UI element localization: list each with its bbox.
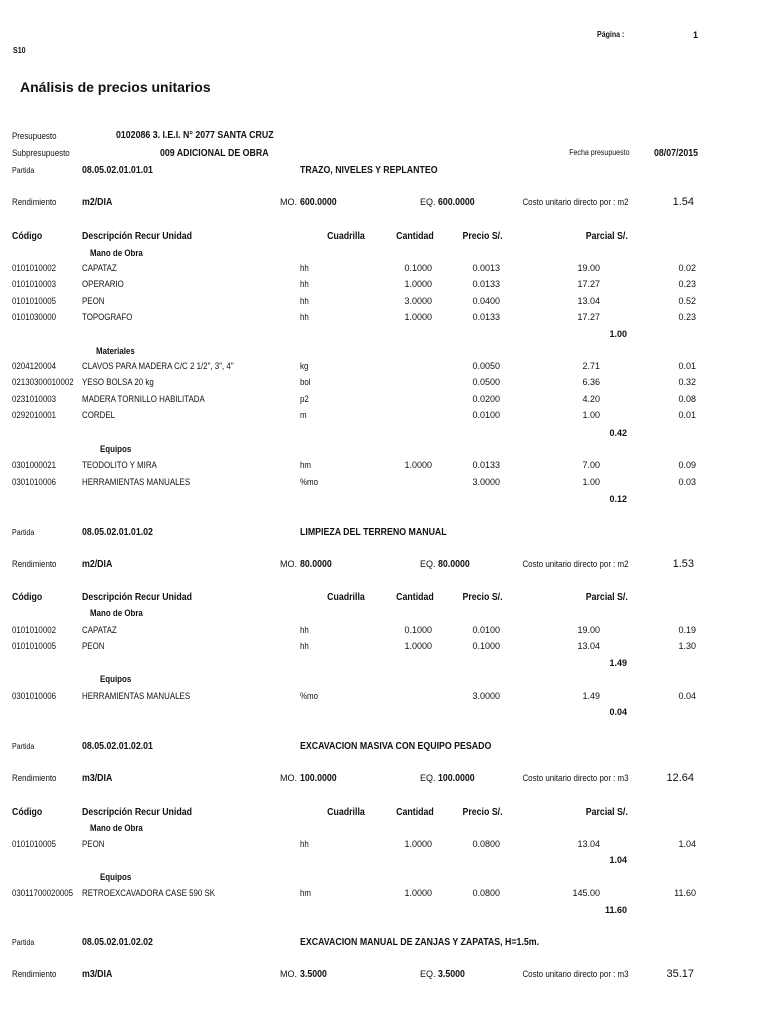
item-cantidad: 3.0000	[472, 691, 500, 701]
rendimiento-unit: m3/DIA	[82, 969, 113, 980]
item-cuadrilla: 3.0000	[404, 296, 432, 306]
column-descripcion: Descripción Recur Unidad	[82, 592, 193, 603]
item-unit: p2	[300, 394, 309, 404]
column-precio: Precio S/.	[462, 231, 503, 242]
item-description: TOPOGRAFO	[82, 312, 133, 322]
item-precio: 145.00	[572, 888, 600, 898]
item-description: YESO BOLSA 20 kg	[82, 377, 154, 387]
item-unit: hh	[300, 279, 309, 289]
item-parcial: 0.04	[678, 691, 696, 701]
item-unit: hh	[300, 312, 309, 322]
item-description: CAPATAZ	[82, 625, 117, 635]
partida-label: Partida	[12, 742, 35, 751]
column-precio: Precio S/.	[462, 807, 503, 818]
item-cantidad: 0.0133	[472, 460, 500, 470]
costo-unitario-value: 35.17	[666, 968, 694, 980]
eq-label: EQ.	[420, 559, 436, 569]
item-cantidad: 0.0400	[472, 296, 500, 306]
partida-name: LIMPIEZA DEL TERRENO MANUAL	[300, 527, 447, 538]
column-cantidad: Cantidad	[396, 807, 434, 818]
mo-value: 600.0000	[300, 197, 337, 208]
column-parcial: Parcial S/.	[585, 592, 628, 603]
eq-value: 3.5000	[438, 969, 465, 980]
item-parcial: 0.52	[678, 296, 696, 306]
item-cantidad: 0.0133	[472, 279, 500, 289]
item-cantidad: 0.0800	[472, 839, 500, 849]
item-parcial: 1.30	[678, 641, 696, 651]
page-number: 1	[692, 30, 698, 40]
item-precio: 13.04	[577, 296, 600, 306]
item-parcial: 1.04	[678, 839, 696, 849]
costo-unitario-label: Costo unitario directo por : m3	[522, 969, 629, 979]
item-description: MADERA TORNILLO HABILITADA	[82, 394, 205, 404]
item-parcial: 0.32	[678, 377, 696, 387]
eq-value: 80.0000	[438, 559, 470, 570]
item-parcial: 0.08	[678, 394, 696, 404]
item-unit: %mo	[300, 691, 319, 701]
mo-label: MO.	[280, 197, 297, 207]
item-unit: bol	[300, 377, 311, 387]
eq-label: EQ.	[420, 197, 436, 207]
partida-name: EXCAVACION MANUAL DE ZANJAS Y ZAPATAS, H=1.5m.	[300, 937, 540, 948]
item-cuadrilla: 0.1000	[404, 625, 432, 635]
item-cuadrilla: 1.0000	[404, 641, 432, 651]
group-name: Materiales	[96, 346, 135, 356]
partida-label: Partida	[12, 528, 35, 537]
column-parcial: Parcial S/.	[585, 231, 628, 242]
rendimiento-unit: m2/DIA	[82, 197, 113, 208]
item-cuadrilla: 1.0000	[404, 888, 432, 898]
page-label: Página :	[596, 30, 625, 39]
item-unit: hh	[300, 839, 309, 849]
group-name: Mano de Obra	[90, 608, 143, 618]
item-code: 02130300010002	[12, 377, 74, 387]
column-codigo: Código	[12, 592, 43, 603]
item-precio: 1.00	[582, 477, 600, 487]
subpresupuesto-label: Subpresupuesto	[12, 148, 70, 158]
item-parcial: 11.60	[674, 888, 696, 898]
column-parcial: Parcial S/.	[585, 807, 628, 818]
item-unit: hm	[300, 888, 312, 898]
item-code: 0301000021	[12, 460, 57, 470]
item-precio: 19.00	[577, 625, 600, 635]
partida-code: 08.05.02.01.01.01	[82, 165, 153, 176]
item-cantidad: 0.0800	[472, 888, 500, 898]
mo-value: 80.0000	[300, 559, 332, 570]
costo-unitario-value: 1.53	[672, 558, 694, 570]
item-parcial: 0.23	[678, 312, 696, 322]
item-code: 0101010005	[12, 641, 57, 651]
item-unit: hh	[300, 625, 309, 635]
item-cantidad: 3.0000	[472, 477, 500, 487]
item-unit: %mo	[300, 477, 319, 487]
item-cuadrilla: 1.0000	[404, 279, 432, 289]
item-description: TEODOLITO Y MIRA	[82, 460, 157, 470]
eq-label: EQ.	[420, 969, 436, 979]
column-codigo: Código	[12, 231, 43, 242]
item-code: 0101010002	[12, 625, 57, 635]
rendimiento-label: Rendimiento	[12, 969, 57, 979]
eq-value: 100.0000	[438, 773, 475, 784]
item-description: HERRAMIENTAS MANUALES	[82, 691, 191, 701]
item-precio: 1.00	[582, 410, 600, 420]
partida-code: 08.05.02.01.01.02	[82, 527, 153, 538]
column-codigo: Código	[12, 807, 43, 818]
presupuesto-value: 0102086 3. I.E.I. N° 2077 SANTA CRUZ	[116, 130, 274, 141]
item-description: RETROEXCAVADORA CASE 590 SK	[82, 888, 216, 898]
item-cantidad: 0.0200	[472, 394, 500, 404]
item-code: 0231010003	[12, 394, 57, 404]
item-description: PEON	[82, 641, 105, 651]
partida-code: 08.05.02.01.02.02	[82, 937, 153, 948]
rendimiento-unit: m2/DIA	[82, 559, 113, 570]
item-code: 0101010005	[12, 296, 57, 306]
item-cantidad: 0.0133	[472, 312, 500, 322]
item-parcial: 0.01	[678, 410, 696, 420]
column-precio: Precio S/.	[462, 592, 503, 603]
item-code: 0301010006	[12, 691, 57, 701]
item-precio: 13.04	[577, 839, 600, 849]
item-precio: 2.71	[582, 361, 600, 371]
presupuesto-label: Presupuesto	[12, 131, 57, 141]
document-title: Análisis de precios unitarios	[20, 79, 211, 95]
item-unit: hh	[300, 641, 309, 651]
item-cantidad: 0.0100	[472, 410, 500, 420]
item-unit: hh	[300, 296, 309, 306]
partida-code: 08.05.02.01.02.01	[82, 741, 153, 752]
group-subtotal: 1.00	[609, 329, 627, 339]
group-name: Mano de Obra	[90, 823, 143, 833]
column-cuadrilla: Cuadrilla	[327, 592, 365, 603]
costo-unitario-value: 12.64	[666, 772, 694, 784]
costo-unitario-label: Costo unitario directo por : m3	[522, 773, 629, 783]
rendimiento-label: Rendimiento	[12, 773, 57, 783]
item-code: 0204120004	[12, 361, 57, 371]
item-description: CORDEL	[82, 410, 116, 420]
item-cantidad: 0.0100	[472, 625, 500, 635]
fecha-value: 08/07/2015	[653, 148, 698, 159]
eq-label: EQ.	[420, 773, 436, 783]
group-name: Mano de Obra	[90, 248, 143, 258]
item-unit: m	[300, 410, 307, 420]
mo-value: 3.5000	[300, 969, 327, 980]
item-parcial: 0.03	[678, 477, 696, 487]
group-name: Equipos	[100, 872, 132, 882]
rendimiento-label: Rendimiento	[12, 197, 57, 207]
group-subtotal: 0.04	[609, 707, 627, 717]
subpresupuesto-value: 009 ADICIONAL DE OBRA	[160, 148, 269, 159]
column-cuadrilla: Cuadrilla	[327, 807, 365, 818]
partida-label: Partida	[12, 938, 35, 947]
item-description: PEON	[82, 839, 105, 849]
column-descripcion: Descripción Recur Unidad	[82, 807, 193, 818]
item-parcial: 0.02	[678, 263, 696, 273]
costo-unitario-label: Costo unitario directo por : m2	[522, 197, 629, 207]
item-code: 0101010002	[12, 263, 57, 273]
item-code: 0301010006	[12, 477, 57, 487]
system-label: S10	[13, 46, 26, 55]
item-description: OPERARIO	[82, 279, 124, 289]
item-description: HERRAMIENTAS MANUALES	[82, 477, 191, 487]
partida-name: TRAZO, NIVELES Y REPLANTEO	[300, 165, 438, 176]
item-precio: 4.20	[582, 394, 600, 404]
item-unit: kg	[300, 361, 309, 371]
column-descripcion: Descripción Recur Unidad	[82, 231, 193, 242]
mo-label: MO.	[280, 559, 297, 569]
item-cantidad: 0.0500	[472, 377, 500, 387]
item-cuadrilla: 1.0000	[404, 312, 432, 322]
column-cuadrilla: Cuadrilla	[327, 231, 365, 242]
item-description: PEON	[82, 296, 105, 306]
item-cantidad: 0.0013	[472, 263, 500, 273]
item-unit: hm	[300, 460, 312, 470]
partida-label: Partida	[12, 166, 35, 175]
group-subtotal: 0.12	[609, 494, 627, 504]
item-precio: 6.36	[582, 377, 600, 387]
item-precio: 1.49	[582, 691, 600, 701]
item-precio: 13.04	[577, 641, 600, 651]
item-cuadrilla: 1.0000	[404, 460, 432, 470]
item-parcial: 0.23	[678, 279, 696, 289]
item-precio: 7.00	[582, 460, 600, 470]
column-cantidad: Cantidad	[396, 231, 434, 242]
item-code: 0101010003	[12, 279, 57, 289]
group-subtotal: 11.60	[604, 905, 627, 915]
item-code: 0101010005	[12, 839, 57, 849]
mo-label: MO.	[280, 773, 297, 783]
item-description: CLAVOS PARA MADERA C/C 2 1/2", 3", 4"	[82, 361, 234, 371]
item-unit: hh	[300, 263, 309, 273]
partida-name: EXCAVACION MASIVA CON EQUIPO PESADO	[300, 741, 492, 752]
item-parcial: 0.19	[678, 625, 696, 635]
item-code: 0101030000	[12, 312, 57, 322]
group-subtotal: 1.04	[609, 855, 627, 865]
group-subtotal: 1.49	[609, 658, 627, 668]
fecha-label: Fecha presupuesto	[568, 148, 629, 157]
rendimiento-label: Rendimiento	[12, 559, 57, 569]
item-cantidad: 0.1000	[472, 641, 500, 651]
item-parcial: 0.01	[678, 361, 696, 371]
rendimiento-unit: m3/DIA	[82, 773, 113, 784]
group-name: Equipos	[100, 444, 132, 454]
eq-value: 600.0000	[438, 197, 475, 208]
item-parcial: 0.09	[678, 460, 696, 470]
item-cuadrilla: 0.1000	[404, 263, 432, 273]
item-cuadrilla: 1.0000	[404, 839, 432, 849]
item-precio: 17.27	[577, 312, 600, 322]
item-precio: 19.00	[577, 263, 600, 273]
costo-unitario-value: 1.54	[672, 196, 694, 208]
costo-unitario-label: Costo unitario directo por : m2	[522, 559, 629, 569]
group-subtotal: 0.42	[609, 428, 627, 438]
item-description: CAPATAZ	[82, 263, 117, 273]
item-code: 0292010001	[12, 410, 57, 420]
item-code: 03011700020005	[12, 888, 74, 898]
item-cantidad: 0.0050	[472, 361, 500, 371]
column-cantidad: Cantidad	[396, 592, 434, 603]
group-name: Equipos	[100, 674, 132, 684]
item-precio: 17.27	[577, 279, 600, 289]
mo-label: MO.	[280, 969, 297, 979]
mo-value: 100.0000	[300, 773, 337, 784]
